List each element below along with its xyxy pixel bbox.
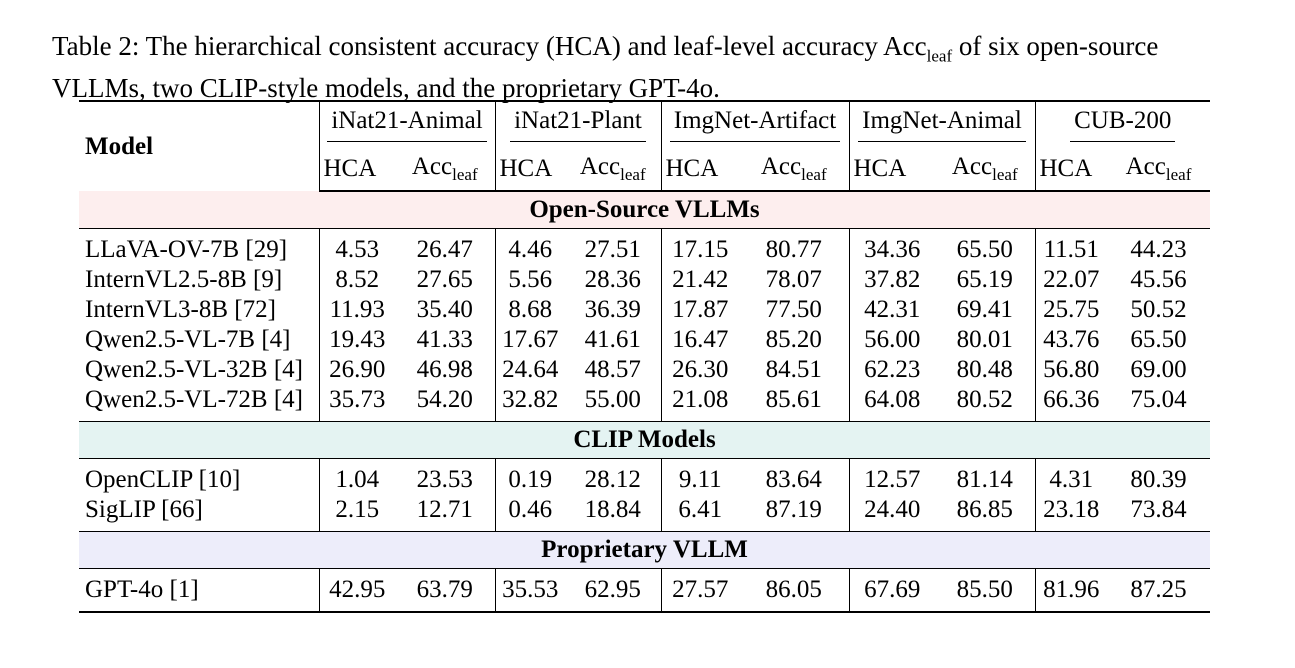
acc-leaf-header: Acc$_{leaf}$ [565,147,661,191]
hca-value: 37.82 [849,265,935,295]
hca-value: 35.73 [319,385,395,422]
hca-header: HCA [319,147,395,191]
acc-leaf-value: 26.47 [395,229,495,266]
hca-value: 17.67 [495,325,565,355]
hca-value: 8.68 [495,295,565,325]
table-row [79,325,1210,355]
hca-value: 17.15 [661,229,739,266]
model-name: SigLIP [66] [79,495,319,532]
hca-value: 16.47 [661,325,739,355]
hca-value: 66.36 [1035,385,1107,422]
acc-leaf-value: 63.79 [395,569,495,613]
section-title: Open-Source VLLMs [79,191,1210,229]
hca-value: 43.76 [1035,325,1107,355]
acc-leaf-value: 23.53 [395,459,495,496]
hca-value: 5.56 [495,265,565,295]
hca-header: HCA [495,147,565,191]
group-header: CUB-200 [1035,101,1210,147]
model-name: GPT-4o [1] [79,569,319,613]
caption-text-2: of six open-source VLLMs, two CLIP-style models, and the proprietary GPT-4o. [52,31,1159,104]
hca-value: 27.57 [661,569,739,613]
table-row [79,229,1210,266]
model-name: InternVL2.5-8B [9] [85,266,283,293]
acc-leaf-value: 80.39 [1107,459,1210,496]
table-caption [52,30,1252,105]
acc-leaf-value: 86.85 [935,495,1035,532]
acc-leaf-value: 27.51 [565,229,661,266]
acc-leaf-value: 48.57 [584,356,641,383]
hca-value: 64.08 [849,385,935,422]
hca-value: 2.15 [319,495,395,532]
acc-leaf-value: 41.61 [584,326,641,353]
acc-leaf-header: Acc$_{leaf}$ [739,147,849,191]
acc-leaf-value: 54.20 [395,385,495,422]
acc-leaf-value: 84.51 [765,356,822,383]
acc-leaf-value: 85.61 [739,385,849,422]
hca-value: 35.53 [495,569,565,613]
acc-leaf-value: 86.05 [739,569,849,613]
acc-leaf-value: 12.71 [395,495,495,532]
acc-leaf-value: 85.20 [765,326,822,353]
hca-value: 21.08 [661,385,739,422]
acc-leaf-value: 81.14 [935,459,1035,496]
caption-subscript: leaf [926,46,953,66]
model-name: Qwen2.5-VL-32B [4] [85,356,304,383]
group-header: ImgNet-Artifact [661,101,849,147]
acc-leaf-value: 87.25 [1107,569,1210,613]
hca-value: 23.18 [1035,495,1107,532]
hca-header: HCA [1035,147,1107,191]
hca-value: 19.43 [319,325,395,355]
hca-value: 34.36 [849,229,935,266]
acc-leaf-value: 65.50 [1130,326,1187,353]
hca-value: 32.82 [495,385,565,422]
table-row [79,295,1210,325]
acc-leaf-value: 87.19 [739,495,849,532]
group-header: ImgNet-Animal [849,101,1035,147]
model-column-header: Model [79,101,319,191]
section-title: Proprietary VLLM [79,532,1210,569]
hca-value: 22.07 [1035,265,1107,295]
table-row [79,569,1210,613]
acc-leaf-value: 78.07 [765,266,822,293]
hca-value: 6.41 [661,495,739,532]
group-header: iNat21-Animal [319,101,495,147]
hca-value: 56.00 [849,325,935,355]
hca-value: 9.11 [661,459,739,496]
hca-value: 1.04 [319,459,395,496]
table-row [79,495,1210,532]
hca-value: 81.96 [1035,569,1107,613]
hca-value: 26.30 [661,355,739,385]
hca-value: 26.90 [319,355,395,385]
hca-value: 4.31 [1035,459,1107,496]
hca-value: 42.95 [319,569,395,613]
acc-leaf-value: 77.50 [765,296,822,323]
hca-value: 0.19 [495,459,565,496]
model-name: Qwen2.5-VL-7B [4] [85,326,291,353]
acc-leaf-header: Acc$_{leaf}$ [935,147,1035,191]
model-name: LLaVA-OV-7B [29] [79,229,319,266]
acc-leaf-value: 27.65 [416,266,473,293]
acc-leaf-value: 45.56 [1130,266,1187,293]
hca-value: 42.31 [849,295,935,325]
acc-leaf-header: Acc$_{leaf}$ [395,147,495,191]
acc-leaf-value: 18.84 [565,495,661,532]
model-name: InternVL3-8B [72] [85,296,276,323]
hca-value: 62.23 [849,355,935,385]
model-name: Qwen2.5-VL-72B [4] [79,385,319,422]
hca-value: 21.42 [661,265,739,295]
hca-value: 11.51 [1035,229,1107,266]
acc-leaf-header: Acc$_{leaf}$ [1107,147,1210,191]
hca-value: 4.46 [495,229,565,266]
hca-header: HCA [661,147,739,191]
hca-value: 24.40 [849,495,935,532]
acc-leaf-value: 69.00 [1130,356,1187,383]
acc-leaf-value: 85.50 [935,569,1035,613]
acc-leaf-value: 55.00 [565,385,661,422]
hca-value: 24.64 [495,355,565,385]
acc-leaf-value: 46.98 [416,356,473,383]
acc-leaf-value: 28.12 [565,459,661,496]
acc-leaf-value: 41.33 [416,326,473,353]
acc-leaf-value: 80.77 [739,229,849,266]
hca-value: 67.69 [849,569,935,613]
table-row [79,385,1210,422]
caption-text-1: Table 2: The hierarchical consistent accuracy (HCA) and leaf-level accuracy Acc [52,31,927,61]
group-header: iNat21-Plant [495,101,661,147]
hca-header: HCA [849,147,935,191]
acc-leaf-value: 44.23 [1107,229,1210,266]
hca-value: 8.52 [319,265,395,295]
acc-leaf-value: 80.48 [956,356,1013,383]
results-table [79,100,1210,613]
hca-value: 56.80 [1035,355,1107,385]
model-name: OpenCLIP [10] [79,459,319,496]
acc-leaf-value: 73.84 [1107,495,1210,532]
acc-leaf-value: 62.95 [565,569,661,613]
acc-leaf-value: 65.50 [935,229,1035,266]
hca-value: 11.93 [319,295,395,325]
table-row [79,459,1210,496]
hca-value: 0.46 [495,495,565,532]
acc-leaf-value: 80.01 [956,326,1013,353]
table-row [79,355,1210,385]
acc-leaf-value: 35.40 [416,296,473,323]
hca-value: 4.53 [319,229,395,266]
acc-leaf-value: 36.39 [584,296,641,323]
hca-value: 12.57 [849,459,935,496]
hca-value: 25.75 [1035,295,1107,325]
acc-leaf-value: 75.04 [1107,385,1210,422]
acc-leaf-value: 83.64 [739,459,849,496]
hca-value: 17.87 [661,295,739,325]
section-title: CLIP Models [79,422,1210,459]
acc-leaf-value: 50.52 [1130,296,1187,323]
acc-leaf-value: 28.36 [584,266,641,293]
acc-leaf-value: 69.41 [956,296,1013,323]
acc-leaf-value: 80.52 [935,385,1035,422]
table-row [79,265,1210,295]
acc-leaf-value: 65.19 [956,266,1013,293]
